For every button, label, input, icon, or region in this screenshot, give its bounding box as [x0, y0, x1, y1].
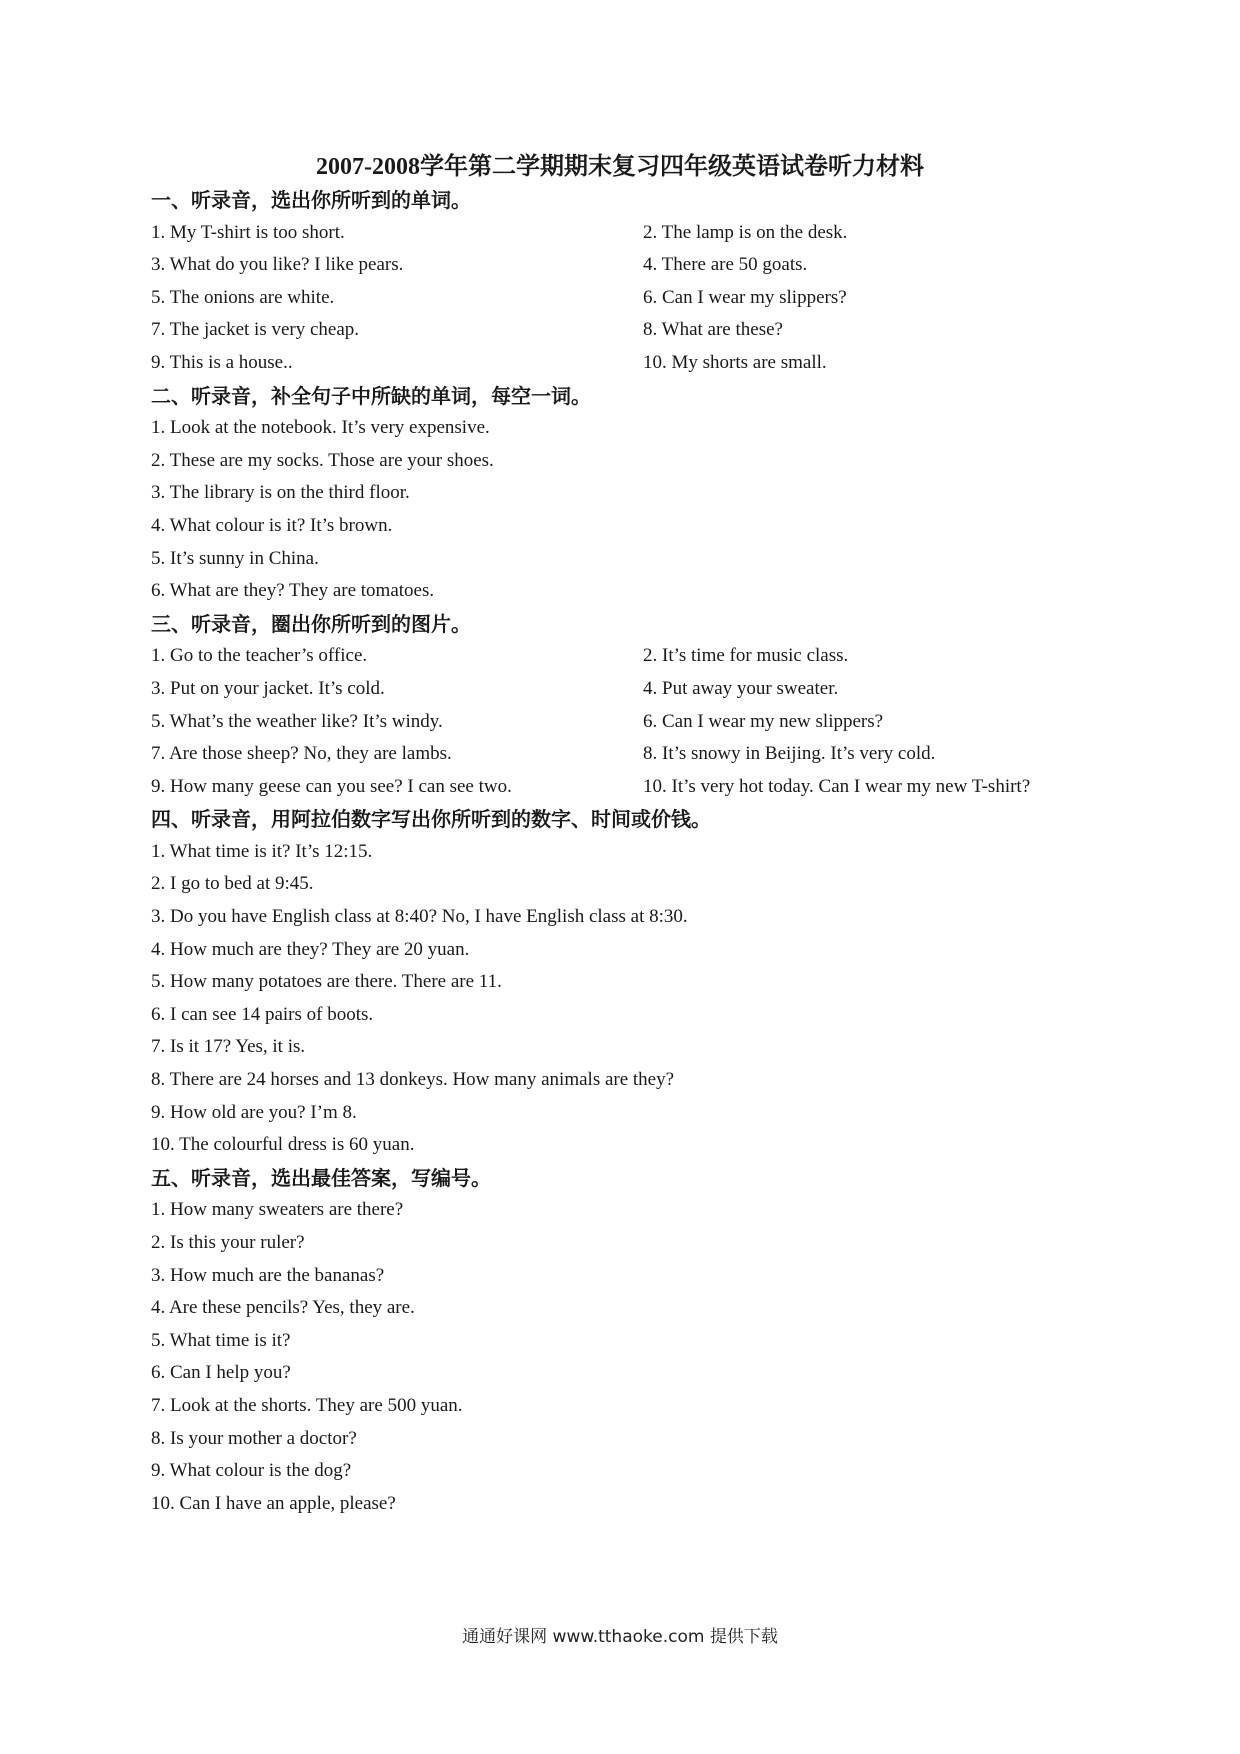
- question-item: 5. What’s the weather like? It’s windy.: [151, 710, 443, 732]
- question-item: 1. How many sweaters are there?: [151, 1199, 404, 1221]
- question-row: [151, 934, 1111, 967]
- question-item: 7. Look at the shorts. They are 500 yuan.: [151, 1394, 463, 1416]
- question-item: 9. This is a house..: [151, 351, 293, 373]
- question-item: 2. I go to bed at 9:45.: [151, 873, 314, 895]
- question-row: [151, 510, 1111, 543]
- question-row: [151, 1031, 1111, 1064]
- question-item: 3. How much are the bananas?: [151, 1264, 385, 1286]
- question-item: 5. It’s sunny in China.: [151, 547, 319, 569]
- question-row: [151, 1129, 1111, 1162]
- question-item: 5. What time is it?: [151, 1329, 291, 1351]
- question-item: 10. Can I have an apple, please?: [151, 1492, 396, 1514]
- question-item: 3. The library is on the third floor.: [151, 482, 410, 504]
- question-item: 2. These are my socks. Those are your shoes.: [151, 449, 494, 471]
- question-item: 4. Are these pencils? Yes, they are.: [151, 1297, 415, 1319]
- question-row: [151, 1260, 1111, 1293]
- question-row: [151, 543, 1111, 576]
- question-item: 3. Do you have English class at 8:40? No, I have English class at 8:30.: [151, 906, 688, 928]
- question-item: 9. What colour is the dog?: [151, 1460, 352, 1482]
- section-heading: 三、听录音，圈出你所听到的图片。: [151, 611, 471, 636]
- section-heading: 四、听录音，用阿拉伯数字写出你所听到的数字、时间或价钱。: [151, 807, 711, 832]
- question-item: 6. Can I help you?: [151, 1362, 291, 1384]
- question-row: [151, 868, 1111, 901]
- question-row: [151, 1390, 1111, 1423]
- question-row: [151, 1325, 1111, 1358]
- question-item: 6. Can I wear my new slippers?: [643, 710, 884, 732]
- question-row: [151, 1292, 1111, 1325]
- question-item: 6. Can I wear my slippers?: [643, 286, 847, 308]
- question-row: [151, 445, 1111, 478]
- question-row: [151, 640, 1111, 673]
- question-item: 2. Is this your ruler?: [151, 1232, 305, 1253]
- question-item: 1. What time is it? It’s 12:15.: [151, 840, 373, 862]
- question-row: [151, 282, 1111, 315]
- question-row: [151, 836, 1111, 869]
- question-row: [151, 738, 1111, 771]
- question-row: [151, 1097, 1111, 1130]
- question-item: 3. What do you like? I like pears.: [151, 254, 404, 276]
- question-item: 2. The lamp is on the desk.: [643, 221, 848, 243]
- question-row: [151, 966, 1111, 999]
- question-item: 3. Put on your jacket. It’s cold.: [151, 677, 385, 699]
- question-item: 2. It’s time for music class.: [643, 645, 849, 667]
- question-item: 6. I can see 14 pairs of boots.: [151, 1003, 374, 1025]
- section-heading: 二、听录音，补全句子中所缺的单词，每空一词。: [151, 383, 591, 408]
- section-heading: 一、听录音，选出你所听到的单词。: [151, 188, 471, 212]
- question-item: 4. How much are they? They are 20 yuan.: [151, 938, 470, 960]
- question-item: 8. What are these?: [643, 319, 783, 341]
- listening-material-body: [151, 184, 1111, 1520]
- question-row: [151, 1227, 1111, 1260]
- question-item: 1. Look at the notebook. It’s very expensive.: [151, 417, 490, 439]
- question-item: 10. The colourful dress is 60 yuan.: [151, 1134, 415, 1156]
- section-heading: 五、听录音，选出最佳答案，写编号。: [151, 1165, 491, 1190]
- question-item: 8. There are 24 horses and 13 donkeys. How many animals are they?: [151, 1069, 675, 1091]
- question-row: [151, 575, 1111, 608]
- question-item: 7. Are those sheep? No, they are lambs.: [151, 743, 452, 765]
- question-row: [151, 1488, 1111, 1521]
- question-item: 5. The onions are white.: [151, 286, 335, 308]
- question-item: 1. Go to the teacher’s office.: [151, 645, 368, 667]
- question-row: [151, 477, 1111, 510]
- question-item: 8. It’s snowy in Beijing. It’s very cold.: [643, 743, 936, 765]
- question-row: [151, 1357, 1111, 1390]
- question-item: 1. My T-shirt is too short.: [151, 221, 345, 243]
- question-row: [151, 771, 1111, 804]
- question-item: 4. Put away your sweater.: [643, 677, 839, 699]
- question-item: 7. The jacket is very cheap.: [151, 319, 360, 341]
- question-row: [151, 1194, 1111, 1227]
- question-item: 10. It’s very hot today. Can I wear my new T-shirt?: [643, 775, 1031, 797]
- question-row: [151, 901, 1111, 934]
- question-row: [151, 1064, 1111, 1097]
- question-row: [151, 217, 1111, 250]
- question-row: [151, 347, 1111, 380]
- question-item: 8. Is your mother a doctor?: [151, 1427, 357, 1449]
- question-item: 7. Is it 17? Yes, it is.: [151, 1036, 306, 1058]
- page-title: 2007-2008学年第二学期期末复习四年级英语试卷听力材料: [316, 154, 924, 180]
- question-row: [151, 412, 1111, 445]
- question-item: 5. How many potatoes are there. There are 11.: [151, 971, 502, 993]
- question-row: [151, 673, 1111, 706]
- footer-source: 通通好课网 www.tthaoke.com 提供下载: [462, 1627, 778, 1647]
- question-item: 10. My shorts are small.: [643, 351, 827, 373]
- question-item: 6. What are they? They are tomatoes.: [151, 580, 435, 602]
- question-row: [151, 706, 1111, 739]
- question-item: 4. There are 50 goats.: [643, 254, 808, 276]
- question-row: [151, 314, 1111, 347]
- question-row: [151, 249, 1111, 282]
- question-row: [151, 1455, 1111, 1488]
- question-item: 9. How many geese can you see? I can see two.: [151, 775, 512, 797]
- question-row: [151, 999, 1111, 1032]
- question-item: 9. How old are you? I’m 8.: [151, 1101, 357, 1123]
- question-row: [151, 1423, 1111, 1456]
- question-item: 4. What colour is it? It’s brown.: [151, 514, 393, 536]
